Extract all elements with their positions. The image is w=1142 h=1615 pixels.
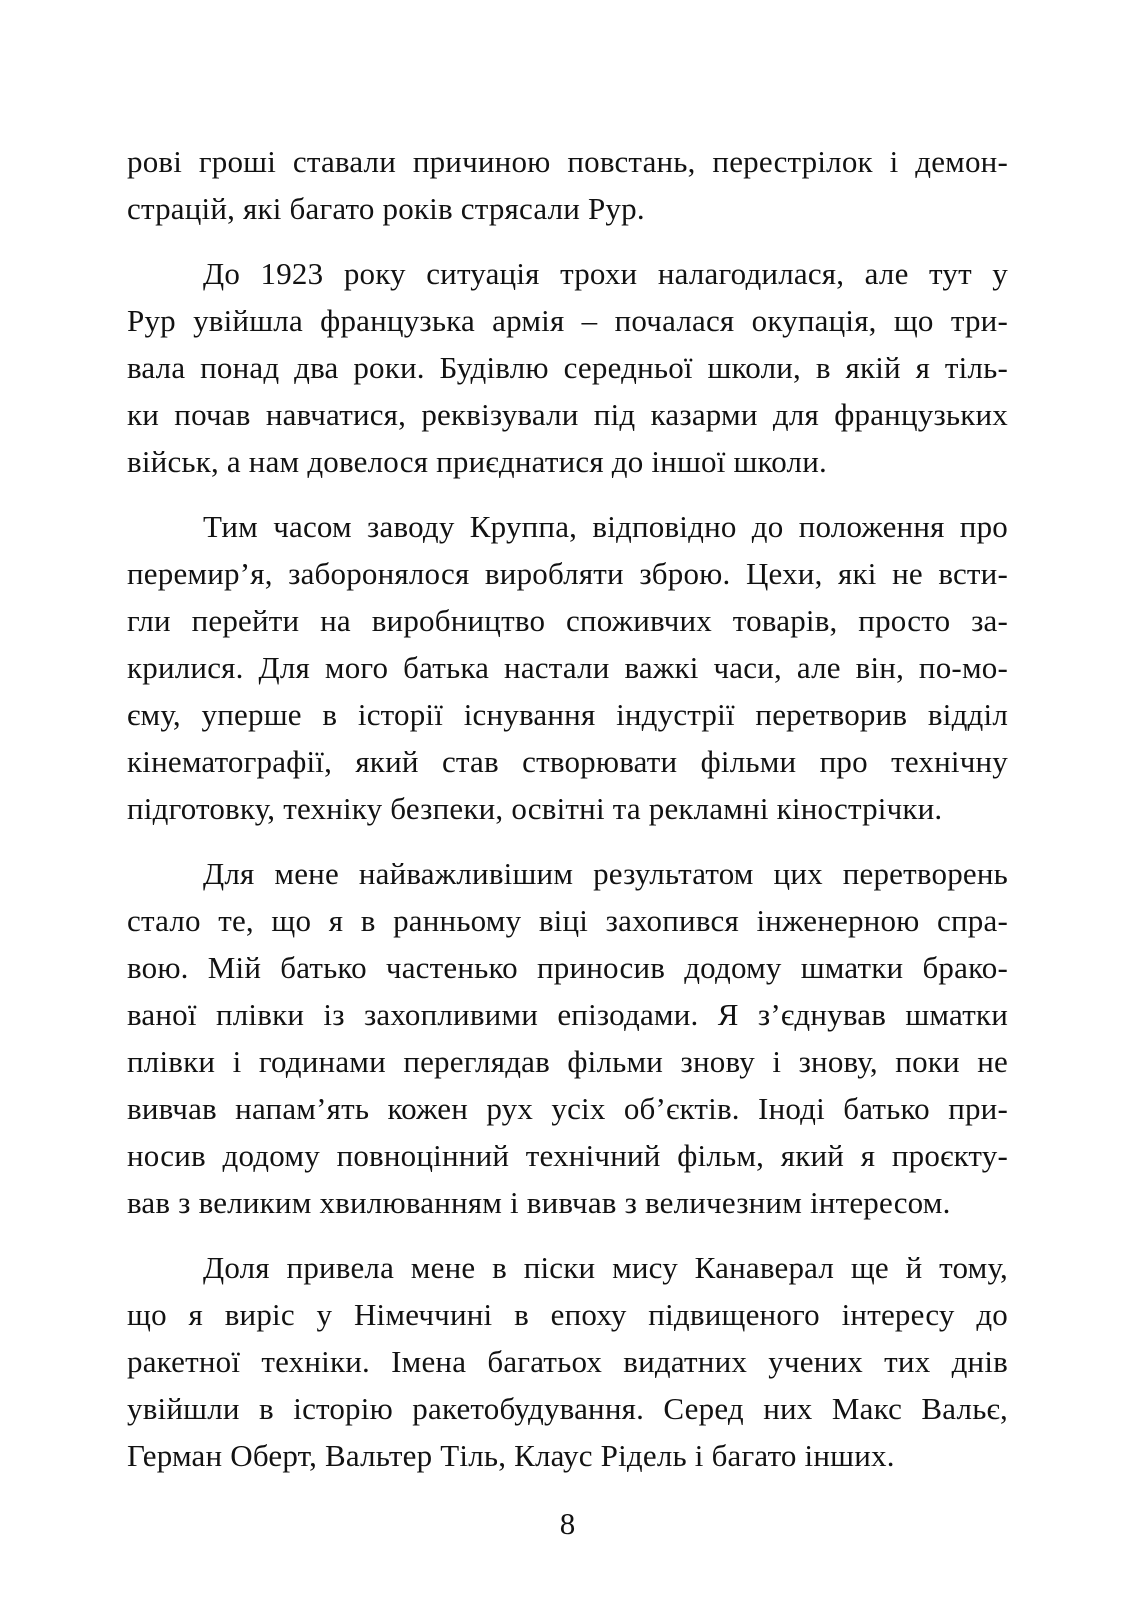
text-line: вивчав напам’ять кожен рух усіх об’єктів. Іноді батько при- xyxy=(127,1091,1008,1126)
paragraph xyxy=(127,1244,1008,1479)
text-line: єму, уперше в історії існування індустрії перетворив відділ xyxy=(127,697,1008,732)
page-text xyxy=(127,138,1008,1479)
text-line: Для мене найважливішим результатом цих перетворень xyxy=(203,856,1008,891)
text-line: перемир’я, заборонялося виробляти зброю. Цехи, які не всти- xyxy=(127,556,1008,591)
paragraph xyxy=(127,850,1008,1226)
text-line: носив додому повноцінний технічний фільм, який я проєкту- xyxy=(127,1138,1008,1173)
text-line: ракетної техніки. Імена багатьох видатних учених тих днів xyxy=(127,1344,1008,1379)
text-line: вала понад два роки. Будівлю середньої школи, в якій я тіль- xyxy=(127,350,1008,385)
text-line: стало те, що я в ранньому віці захопився інженерною спра- xyxy=(127,903,1008,938)
text-line: До 1923 року ситуація трохи налагодилася, але тут у xyxy=(203,256,1008,291)
text-line: Герман Оберт, Вальтер Тіль, Клаус Рідель і багато інших. xyxy=(127,1438,895,1473)
text-line: вав з великим хвилюванням і вивчав з величезним інтересом. xyxy=(127,1185,951,1220)
paragraph xyxy=(127,138,1008,232)
text-line: ваної плівки із захопливими епізодами. Я з’єднував шматки xyxy=(127,997,1008,1032)
text-line: ки почав навчатися, реквізували під казарми для французьких xyxy=(127,397,1008,432)
text-line: вою. Мій батько частенько приносив додому шматки брако- xyxy=(127,950,1008,985)
text-line: військ, а нам довелося приєднатися до іншої школи. xyxy=(127,444,827,479)
text-line: рові гроші ставали причиною повстань, перестрілок і демон- xyxy=(127,144,1008,179)
text-line: кінематографії, який став створювати фільми про технічну xyxy=(127,744,1008,779)
text-line: Тим часом заводу Круппа, відповідно до положення про xyxy=(203,509,1008,544)
paragraph xyxy=(127,503,1008,832)
text-line: страцій, які багато років стрясали Рур. xyxy=(127,191,645,226)
text-line: підготовку, техніку безпеки, освітні та рекламні кінострічки. xyxy=(127,791,943,826)
text-line: Доля привела мене в піски мису Канаверал ще й тому, xyxy=(203,1250,1008,1285)
text-line: що я виріс у Німеччині в епоху підвищеного інтересу до xyxy=(127,1297,1008,1332)
text-line: гли перейти на виробництво споживчих товарів, просто за- xyxy=(127,603,1008,638)
text-line: крилися. Для мого батька настали важкі часи, але він, по-мо- xyxy=(127,650,1008,685)
text-line: увійшли в історію ракетобудування. Серед них Макс Вальє, xyxy=(127,1391,1008,1426)
text-line: плівки і годинами переглядав фільми знову і знову, поки не xyxy=(127,1044,1008,1079)
text-line: Рур увійшла французька армія – почалася окупація, що три- xyxy=(127,303,1008,338)
paragraph xyxy=(127,250,1008,485)
page-number: 8 xyxy=(559,1506,576,1541)
